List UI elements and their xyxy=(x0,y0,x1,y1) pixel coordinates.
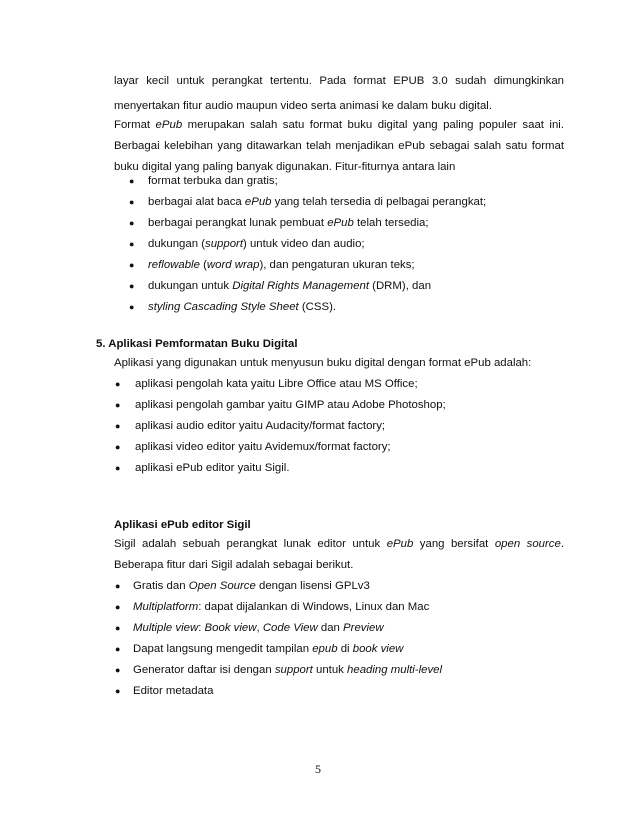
list-item: format terbuka dan gratis; xyxy=(148,175,278,187)
list-item: dukungan untuk Digital Rights Management (DRM), dan xyxy=(148,280,432,292)
list-item: Generator daftar isi dengan support untuk heading multi-level xyxy=(133,664,443,676)
list-item: aplikasi pengolah kata yaitu Libre Office atau MS Office; xyxy=(135,378,418,390)
bullet-icon: ● xyxy=(115,421,121,431)
intro-line-3: Format ePub merupakan salah satu format buku digital yang paling populer saat ini. xyxy=(114,119,564,131)
bullet-icon: ● xyxy=(115,623,121,633)
page-number: 5 xyxy=(315,762,321,776)
list-item: dukungan (support) untuk video dan audio; xyxy=(148,238,365,250)
bullet-icon: ● xyxy=(129,260,135,270)
list-item: Multiplatform: dapat dijalankan di Windows, Linux dan Mac xyxy=(133,601,430,613)
intro-line-4: Berbagai kelebihan yang ditawarkan telah menjadikan ePub sebagai salah satu format xyxy=(114,140,564,152)
bullet-icon: ● xyxy=(115,379,121,389)
section-intro: Aplikasi yang digunakan untuk menyusun buku digital dengan format ePub adalah: xyxy=(114,357,532,369)
bullet-icon: ● xyxy=(129,302,135,312)
list-item: Dapat langsung mengedit tampilan epub di book view xyxy=(133,643,404,655)
bullet-icon: ● xyxy=(115,686,121,696)
subsection-heading: Aplikasi ePub editor Sigil xyxy=(114,519,251,531)
bullet-icon: ● xyxy=(115,602,121,612)
bullet-icon: ● xyxy=(115,463,121,473)
list-item: aplikasi video editor yaitu Avidemux/format factory; xyxy=(135,441,391,453)
intro-line-5: buku digital yang paling banyak digunakan. Fitur-fiturnya antara lain xyxy=(114,161,456,173)
bullet-icon: ● xyxy=(129,239,135,249)
list-item: styling Cascading Style Sheet (CSS). xyxy=(148,301,337,313)
bullet-icon: ● xyxy=(115,665,121,675)
sigil-paragraph-line-2: Beberapa fitur dari Sigil adalah sebagai berikut. xyxy=(114,559,354,571)
intro-line-1: layar kecil untuk perangkat tertentu. Pada format EPUB 3.0 sudah dimungkinkan xyxy=(114,75,564,87)
list-item: Multiple view: Book view, Code View dan Preview xyxy=(133,622,384,634)
bullet-icon: ● xyxy=(129,218,135,228)
bullet-icon: ● xyxy=(115,581,121,591)
intro-line-2: menyertakan fitur audio maupun video serta animasi ke dalam buku digital. xyxy=(114,100,492,112)
list-item: aplikasi pengolah gambar yaitu GIMP atau Adobe Photoshop; xyxy=(135,399,446,411)
bullet-icon: ● xyxy=(129,197,135,207)
section-heading: 5. Aplikasi Pemformatan Buku Digital xyxy=(96,338,298,350)
bullet-icon: ● xyxy=(115,442,121,452)
bullet-icon: ● xyxy=(129,281,135,291)
list-item: aplikasi ePub editor yaitu Sigil. xyxy=(135,462,290,474)
list-item: berbagai alat baca ePub yang telah tersedia di pelbagai perangkat; xyxy=(148,196,487,208)
list-item: aplikasi audio editor yaitu Audacity/format factory; xyxy=(135,420,386,432)
list-item: berbagai perangkat lunak pembuat ePub telah tersedia; xyxy=(148,217,429,229)
sigil-paragraph-line-1: Sigil adalah sebuah perangkat lunak editor untuk ePub yang bersifat open source. xyxy=(114,538,564,550)
list-item: Editor metadata xyxy=(133,685,214,697)
bullet-icon: ● xyxy=(115,644,121,654)
bullet-icon: ● xyxy=(129,176,135,186)
bullet-icon: ● xyxy=(115,400,121,410)
list-item: Gratis dan Open Source dengan lisensi GPLv3 xyxy=(133,580,370,592)
list-item: reflowable (word wrap), dan pengaturan ukuran teks; xyxy=(148,259,415,271)
